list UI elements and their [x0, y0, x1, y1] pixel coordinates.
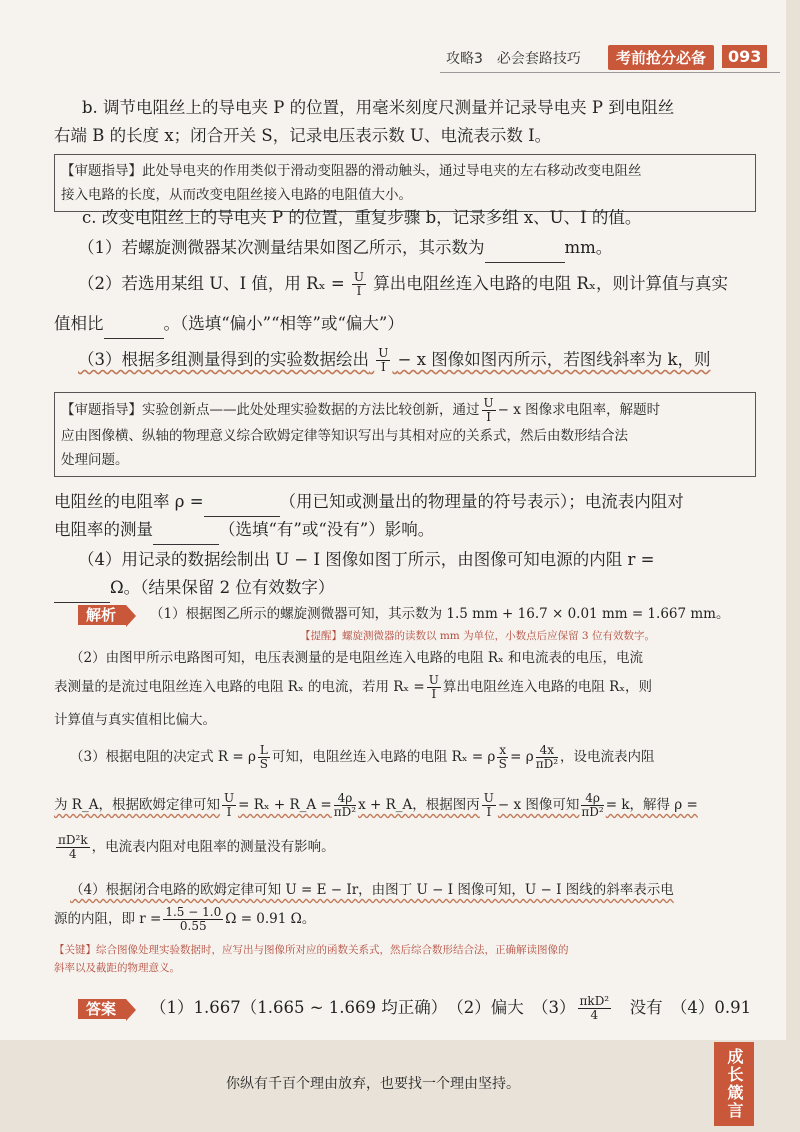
fraction-U-over-I-4: $\frac{U}{I}$	[428, 673, 439, 701]
analysis-2-line1: （2）由图甲所示电路图可知，电压表测量的是电阻丝连入电路的电阻 Rₓ 和电流表的电压，电流	[70, 650, 644, 666]
answer-line: （1）1.667（1.665 ~ 1.669 均正确） （2）偏大 （3） $\frac{\text{πkD²}}{4}$ 没有 （4）0.91	[150, 994, 752, 1022]
header-strategy: 攻略3 必会套路技巧	[446, 51, 581, 67]
guide-2-line3: 处理问题。	[61, 452, 129, 468]
step-b-line2: 右端 B 的长度 x；闭合开关 S，记录电压表示数 U、电流表示数 I。	[54, 126, 552, 145]
question-3-line3: 电阻率的测量 （选填“有”或“没有”）影响。	[54, 516, 434, 545]
guide-1-line1: 【审题指导】此处导电夹的作用类似于滑动变阻器的滑动触头，通过导电夹的左右移动改变电阻丝	[61, 163, 642, 179]
fraction-4rho-over-piD2-2: $\frac{4\rho}{\text{πD²}}$	[581, 791, 604, 819]
question-2-line1	[78, 270, 728, 298]
analysis-1: （1）根据图乙所示的螺旋测微器可知，其示数为 1.5 mm + 16.7 × 0.01 mm = 1.667 mm。	[150, 606, 730, 622]
question-2-line2	[54, 310, 404, 339]
q2-text-a: （2）若选用某组 U、I 值，用 Rₓ =	[78, 274, 345, 293]
fraction-r-value: $\frac{1.5 - 1.0}{0.55}$	[165, 905, 222, 933]
question-1	[78, 234, 612, 263]
header-tag: 考前抢分必备	[608, 45, 714, 70]
q1-unit: mm。	[564, 238, 613, 257]
q2-text-b: 算出电阻丝连入电路的电阻 Rₓ，则计算值与真实	[373, 274, 728, 293]
fraction-U-over-I-6: $\frac{U}{I}$	[483, 791, 494, 819]
analysis-3-line1: （3）根据电阻的决定式 R = ρ $\frac{L}{S}$ 可知，电阻丝连入电路的电阻 Rₓ = ρ $\frac{x}{S}$ = ρ $\frac{4x}{\text{πD²}}$ ，设电流表内阻	[70, 743, 655, 771]
motto: 你纵有千百个理由放弃，也要找一个理由坚持。	[226, 1076, 520, 1092]
step-c: c. 改变电阻丝上的导电夹 P 的位置，重复步骤 b，记录多组 x、U、I 的值。	[82, 208, 642, 227]
q1-text: （1）若螺旋测微器某次测量结果如图乙所示，其示数为	[78, 238, 485, 257]
page-edge	[786, 0, 800, 1132]
question-4-line1: （4）用记录的数据绘制出 U − I 图像如图丁所示，由图像可知电源的内阻 r =	[78, 550, 655, 569]
analysis-2-line2: 表测量的是流过电阻丝连入电路的电阻 Rₓ 的电流，若用 Rₓ = $\frac{U}{I}$ 算出电阻丝连入电路的电阻 Rₓ，则	[54, 673, 653, 701]
side-tag: 成长箴言	[714, 1042, 754, 1126]
fraction-U-over-I-5: $\frac{U}{I}$	[223, 791, 235, 819]
q2-text-c: 值相比	[54, 314, 104, 333]
analysis-2-line3: 计算值与真实值相比偏大。	[54, 712, 216, 728]
fraction-4x-over-piD2: $\frac{4x}{\text{πD²}}$	[535, 743, 559, 771]
analysis-4-line1: （4）根据闭合电路的欧姆定律可知 U = E − Ir，由图丁 U − I 图像可知，U − I 图线的斜率表示电	[70, 882, 674, 898]
page-number: 093	[722, 45, 767, 68]
q3-text-b: − x 图像如图丙所示，若图线斜率为 k，则	[397, 350, 711, 369]
tip-note: 【提醒】螺旋测微器的读数以 mm 为单位，小数点后应保留 3 位有效数字。	[300, 630, 655, 642]
fraction-pikD2-over-4: $\frac{\text{πkD²}}{4}$	[579, 994, 610, 1022]
fraction-U-over-I-2: $\frac{U}{I}$	[378, 346, 389, 374]
answer-label: 答案	[78, 998, 126, 1019]
q3-text-a: （3）根据多组测量得到的实验数据绘出	[78, 350, 369, 369]
analysis-3-line3: $\frac{\text{πD²k}}{4}$ ，电流表内阻对电阻率的测量没有影响。	[58, 833, 335, 861]
analysis-3-line2: 为 R_A，根据欧姆定律可知 $\frac{U}{I}$ = Rₓ + R_A = $\frac{4\rho}{\text{πD²}}$ x + R_A，根据图丙 $\frac{U}{I}$ − x 图像可知 $\frac{4\rho}{\text{πD²}}$ = k，解得 ρ =	[54, 791, 698, 819]
step-b-line1: b. 调节电阻丝上的导电夹 P 的位置，用毫米刻度尺测量并记录导电夹 P 到电阻丝	[82, 98, 675, 117]
q2-blank	[104, 310, 164, 339]
header-rule	[440, 72, 780, 73]
key-note-line1: 【关键】综合图像处理实验数据时，应写出与图像所对应的函数关系式，然后综合数形结合法，正确解读图像的	[54, 944, 569, 956]
q1-blank	[485, 234, 565, 263]
guide-1-line2: 接入电路的长度，从而改变电阻丝接入电路的电阻值大小。	[61, 187, 412, 203]
analysis-label: 解析	[78, 604, 126, 625]
q4-blank	[54, 574, 110, 603]
analysis-4-line2: 源的内阻，即 r = $\frac{1.5 - 1.0}{0.55}$ Ω = 0.91 Ω。	[54, 905, 316, 933]
fraction-piD2k-over-4: $\frac{\text{πD²k}}{4}$	[58, 833, 88, 861]
fraction-U-over-I-3: $\frac{U}{I}$	[483, 396, 494, 424]
fraction-4rho-over-piD2: $\frac{4\rho}{\text{πD²}}$	[333, 791, 357, 819]
key-note-line2: 斜率以及截距的物理意义。	[54, 962, 180, 974]
fraction-x-over-S: $\frac{x}{S}$	[498, 743, 507, 771]
q2-text-d: 。（选填“偏小”“相等”或“偏大”）	[163, 314, 404, 333]
question-4-line2: Ω。（结果保留 2 位有效数字）	[54, 574, 334, 603]
question-3-line1	[78, 346, 711, 374]
fraction-L-over-S: $\frac{L}{S}$	[259, 743, 268, 771]
q3-blank-2	[153, 516, 219, 545]
guide-2-line2: 应由图像横、纵轴的物理意义综合欧姆定律等知识写出与其相对应的关系式，然后由数形结合法	[61, 428, 628, 444]
q3-blank-1	[204, 488, 280, 517]
question-3-line2: 电阻丝的电阻率 ρ = （用已知或测量出的物理量的符号表示）；电流表内阻对	[54, 488, 684, 517]
review-guide-2	[54, 392, 756, 477]
guide-2-line1: 【审题指导】实验创新点——此处处理实验数据的方法比较创新，通过 $\frac{U}{I}$ − x 图像求电阻率，解题时	[61, 396, 661, 424]
fraction-U-over-I: $\frac{U}{I}$	[353, 270, 365, 298]
